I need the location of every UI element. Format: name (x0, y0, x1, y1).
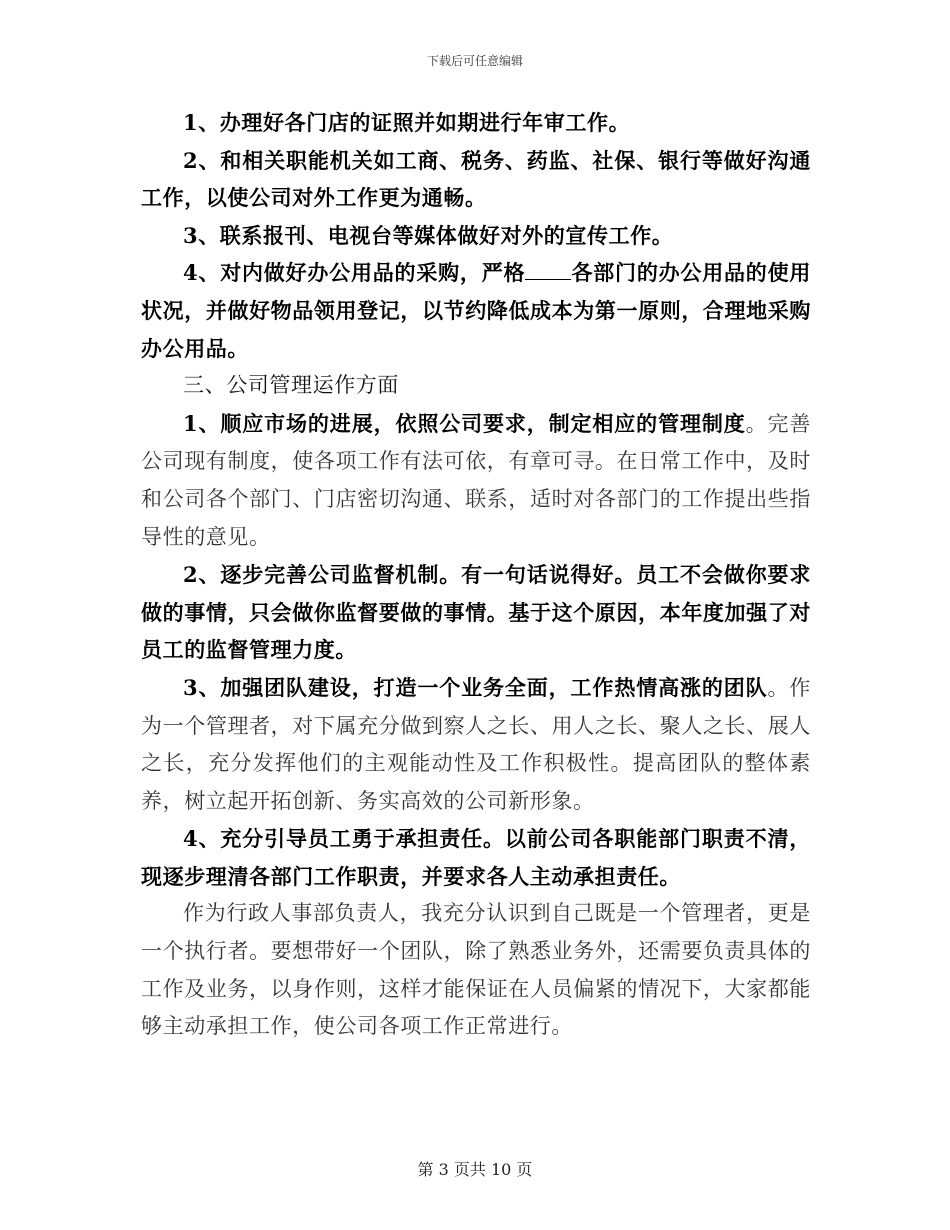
paragraph-6: 2、逐步完善公司监督机制。有一句话说得好。员工不会做你要求做的事情，只会做你监督要做的事情。基于这个原因，本年度加强了对员工的监督管理力度。 (141, 562, 811, 663)
paragraph-3: 3、联系报刊、电视台等媒体做好对外的宣传工作。 (183, 222, 674, 248)
fill-in-blank (525, 261, 571, 280)
paragraph-5-normal: 。完善公司现有制度，使各项工作有法可依，有章可寻。在日常工作中，及时和公司各个部门、门店密切沟通、联系，适时对各部门的工作提出些指导性的意见。 (141, 411, 811, 549)
paragraph-5 (141, 405, 811, 556)
paragraph-9: 作为行政人事部负责人，我充分认识到自己既是一个管理者，更是一个执行者。要想带好一个团队，除了熟悉业务外，还需要负责具体的工作及业务，以身作则，这样才能保证在人员偏紧的情况下，大家都能够主动承担工作，使公司各项工作正常进行。 (141, 901, 811, 1039)
paragraph-4 (141, 254, 811, 367)
paragraph-4-after: 各部门的办公用品的使用状况，并做好物品领用登记，以节约降低成本为第一原则，合理地采购办公用品。 (141, 260, 811, 361)
paragraph-4-before: 4、对内做好办公用品的采购，严格 (183, 260, 526, 286)
section-heading-3: 三、公司管理运作方面 (183, 373, 399, 398)
paragraph-7-normal: 。作为一个管理者，对下属充分做到察人之长、用人之长、聚人之长、展人之长，充分发挥他们的主观能动性及工作积极性。提高团队的整体素养，树立起开拓创新、务实高效的公司新形象。 (141, 675, 812, 813)
paragraph-7 (141, 669, 811, 820)
paragraph-1: 1、办理好各门店的证照并如期进行年审工作。 (183, 110, 631, 135)
page-header: 下载后可任意编辑 (426, 54, 523, 68)
paragraph-8: 4、充分引导员工勇于承担责任。以前公司各职能部门职责不清，现逐步理清各部门工作职责，并要求各人主动承担责任。 (141, 826, 811, 889)
document-body (141, 104, 811, 1046)
paragraph-5-bold: 1、顺应市场的进展，依照公司要求，制定相应的管理制度 (183, 410, 746, 436)
paragraph-2: 2、和相关职能机关如工商、税务、药监、社保、银行等做好沟通工作，以使公司对外工作更为通畅。 (141, 147, 811, 211)
paragraph-7-bold: 3、加强团队建设，打造一个业务全面，工作热情高涨的团队 (183, 674, 768, 700)
page-footer: 第 3 页共 10 页 (417, 1160, 533, 1179)
